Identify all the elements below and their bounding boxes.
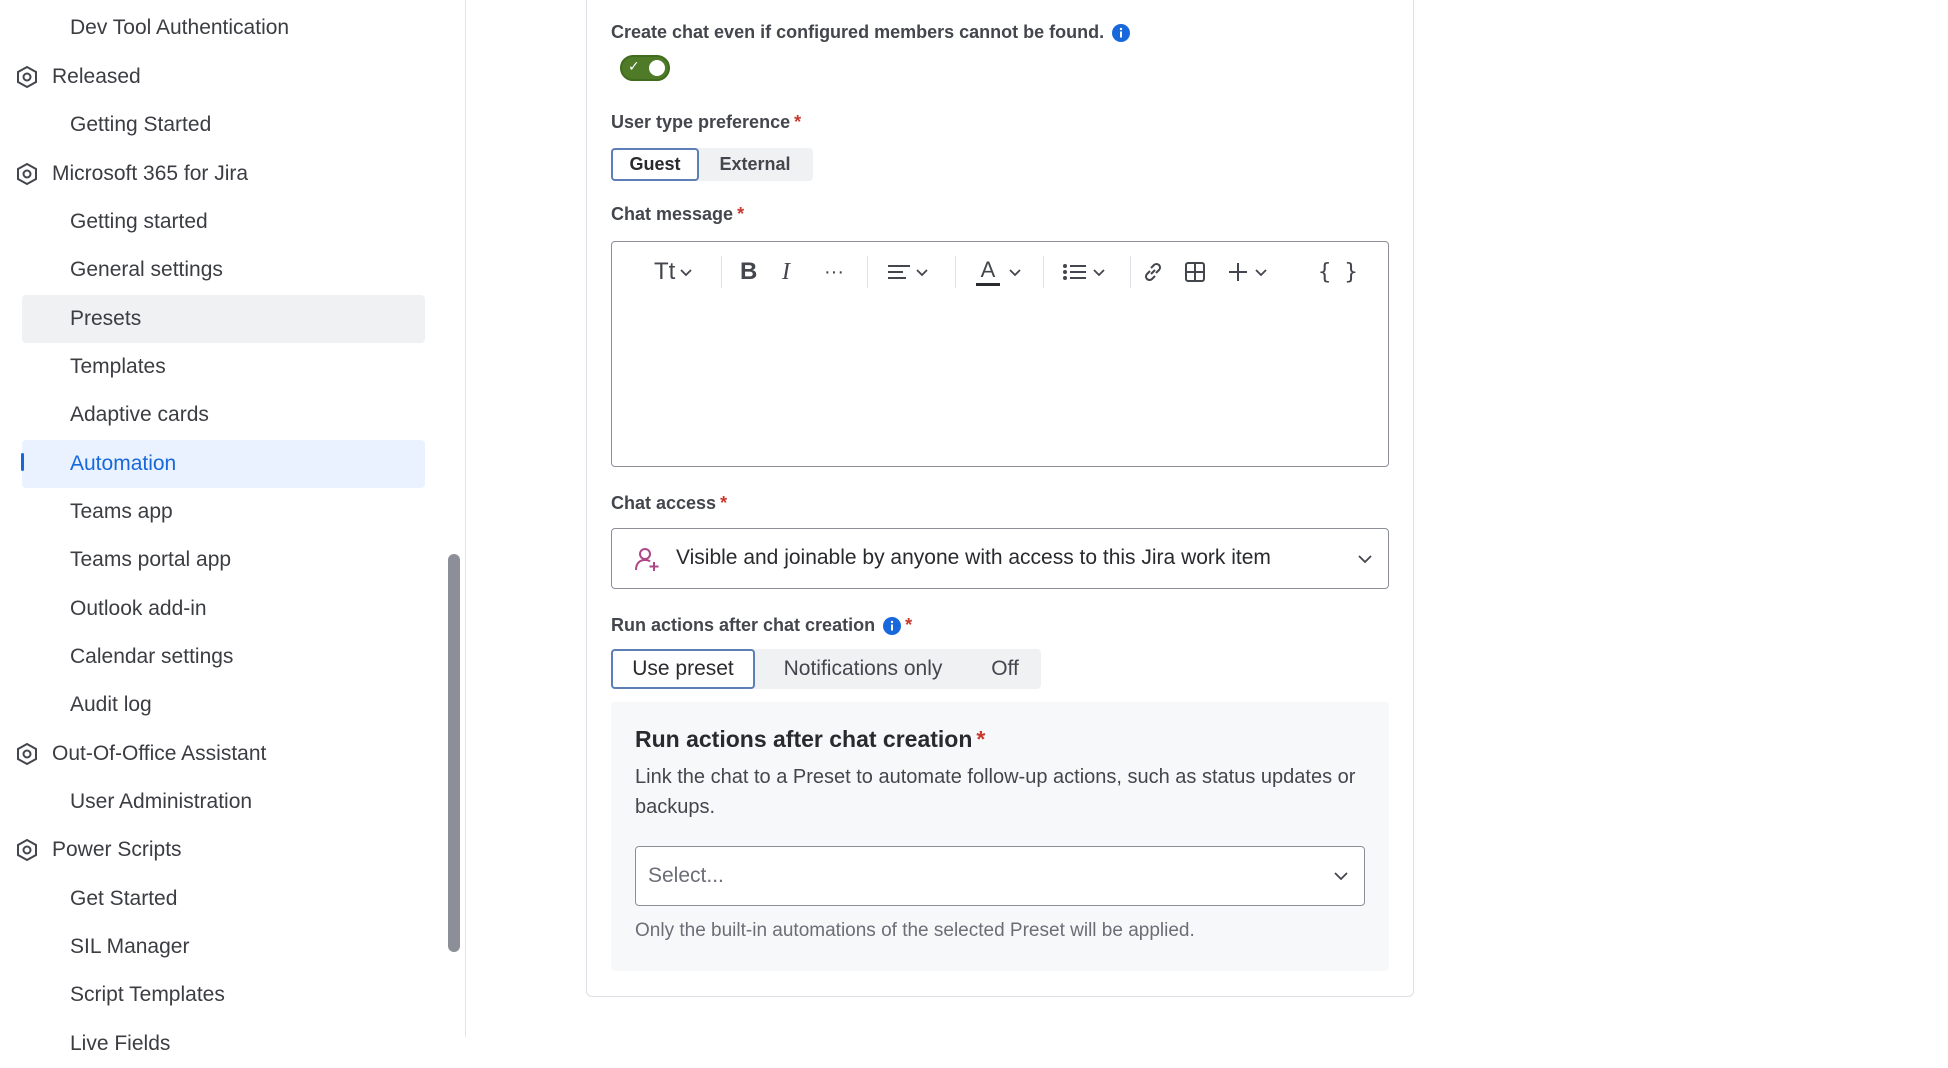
sidebar-item-user-administration[interactable]: User Administration <box>70 790 253 813</box>
text-style-button[interactable]: Tt <box>654 254 693 290</box>
chevron-down-icon <box>1254 265 1268 279</box>
sidebar-item-automation[interactable]: Automation <box>22 440 425 488</box>
sidebar-item-teams-app[interactable]: Teams app <box>70 500 173 523</box>
preset-section-title: Run actions after chat creation * <box>635 726 986 752</box>
sidebar-item-getting-started[interactable]: Getting started <box>70 210 208 233</box>
italic-button[interactable]: I <box>782 258 790 285</box>
sidebar-item-power-scripts[interactable]: Power Scripts <box>14 826 417 874</box>
add-person-icon <box>634 546 660 572</box>
create-chat-toggle[interactable] <box>620 55 670 81</box>
active-indicator <box>21 453 24 471</box>
check-icon: ✓ <box>628 59 640 75</box>
chevron-down-icon <box>915 265 929 279</box>
sidebar-item-get-started[interactable]: Get Started <box>70 887 178 910</box>
chevron-down-icon <box>1092 265 1106 279</box>
toolbar-divider <box>721 256 722 288</box>
text-color-button[interactable]: A <box>976 254 1022 290</box>
table-icon <box>1183 260 1207 284</box>
sidebar-item-calendar-settings[interactable]: Calendar settings <box>70 645 234 668</box>
chat-message-input[interactable] <box>612 302 1388 466</box>
hexagon-settings-icon <box>14 741 40 767</box>
text-color-swatch <box>976 283 1000 286</box>
chevron-down-icon <box>1332 867 1350 885</box>
run-actions-segmented-control <box>611 649 1041 689</box>
more-formatting-button[interactable]: ··· <box>824 260 844 283</box>
sidebar-item-outlook-add-in[interactable]: Outlook add-in <box>70 597 207 620</box>
sidebar-item-getting-started-released[interactable]: Getting Started <box>70 113 212 136</box>
user-type-guest-option[interactable]: Guest <box>611 148 699 181</box>
user-type-external-option[interactable]: External <box>719 154 791 174</box>
sidebar-nav <box>0 0 466 1055</box>
sidebar-item-out-of-office-assistant[interactable]: Out-Of-Office Assistant <box>14 730 417 778</box>
sidebar-item-dev-tool-authentication[interactable]: Dev Tool Authentication <box>70 16 290 39</box>
chevron-down-icon <box>1008 265 1022 279</box>
bold-button[interactable]: B <box>740 258 758 285</box>
run-actions-use-preset-option[interactable]: Use preset <box>611 649 755 689</box>
preset-select[interactable] <box>635 846 1365 906</box>
code-braces-button[interactable]: { } <box>1318 259 1358 285</box>
link-icon <box>1141 260 1165 284</box>
sidebar-item-general-settings[interactable]: General settings <box>70 258 223 281</box>
run-actions-label: Run actions after chat creation * <box>611 615 913 635</box>
toolbar-divider <box>1043 256 1044 288</box>
link-button[interactable] <box>1141 254 1165 290</box>
sidebar-item-templates[interactable]: Templates <box>70 355 166 378</box>
chevron-down-icon <box>679 265 693 279</box>
chat-access-select[interactable] <box>611 528 1389 589</box>
sidebar-item-live-fields[interactable]: Live Fields <box>70 1032 171 1055</box>
run-actions-notifications-only-option[interactable]: Notifications only <box>783 657 943 680</box>
sidebar-item-script-templates[interactable]: Script Templates <box>70 983 225 1006</box>
user-type-label: User type preference * <box>611 112 802 132</box>
toggle-knob <box>649 60 665 76</box>
sidebar-item-released[interactable]: Released <box>14 53 417 101</box>
editor-toolbar <box>612 242 1388 302</box>
hexagon-settings-icon <box>14 64 40 90</box>
user-type-segmented-control <box>611 148 813 181</box>
chat-message-label: Chat message * <box>611 204 745 224</box>
chevron-down-icon <box>1356 550 1374 568</box>
sidebar-item-sil-manager[interactable]: SIL Manager <box>70 935 190 958</box>
bullet-list-button[interactable] <box>1062 254 1106 290</box>
table-button[interactable] <box>1183 254 1207 290</box>
sidebar-scrollbar[interactable] <box>448 554 460 952</box>
create-chat-label: Create chat even if configured members cannot be found. <box>611 22 1130 43</box>
bullet-list-icon <box>1062 262 1088 282</box>
sidebar-item-presets[interactable]: Presets <box>22 295 425 343</box>
chat-message-editor <box>611 241 1389 467</box>
sidebar-item-audit-log[interactable]: Audit log <box>70 693 152 716</box>
info-icon[interactable] <box>883 617 901 635</box>
insert-button[interactable] <box>1226 254 1268 290</box>
preset-section <box>611 702 1389 971</box>
hexagon-settings-icon <box>14 161 40 187</box>
sidebar-item-teams-portal-app[interactable]: Teams portal app <box>70 548 232 571</box>
preset-help-text: Only the built-in automations of the selected Preset will be applied. <box>635 920 1195 941</box>
hexagon-settings-icon <box>14 837 40 863</box>
chat-access-value: Visible and joinable by anyone with access to this Jira work item <box>676 546 1271 569</box>
run-actions-off-option[interactable]: Off <box>991 657 1019 680</box>
alignment-button[interactable] <box>887 254 929 290</box>
preset-section-description: Link the chat to a Preset to automate follow-up actions, such as status updates or backups. <box>635 766 1356 818</box>
align-left-icon <box>887 262 911 282</box>
preset-select-placeholder: Select... <box>648 864 724 887</box>
plus-icon <box>1226 260 1250 284</box>
chat-access-label: Chat access * <box>611 493 728 513</box>
sidebar-item-microsoft-365-for-jira[interactable]: Microsoft 365 for Jira <box>14 150 417 198</box>
toolbar-divider <box>1130 256 1131 288</box>
toolbar-divider <box>955 256 956 288</box>
toolbar-divider <box>867 256 868 288</box>
info-icon[interactable] <box>1112 24 1130 42</box>
sidebar-item-adaptive-cards[interactable]: Adaptive cards <box>70 403 209 426</box>
